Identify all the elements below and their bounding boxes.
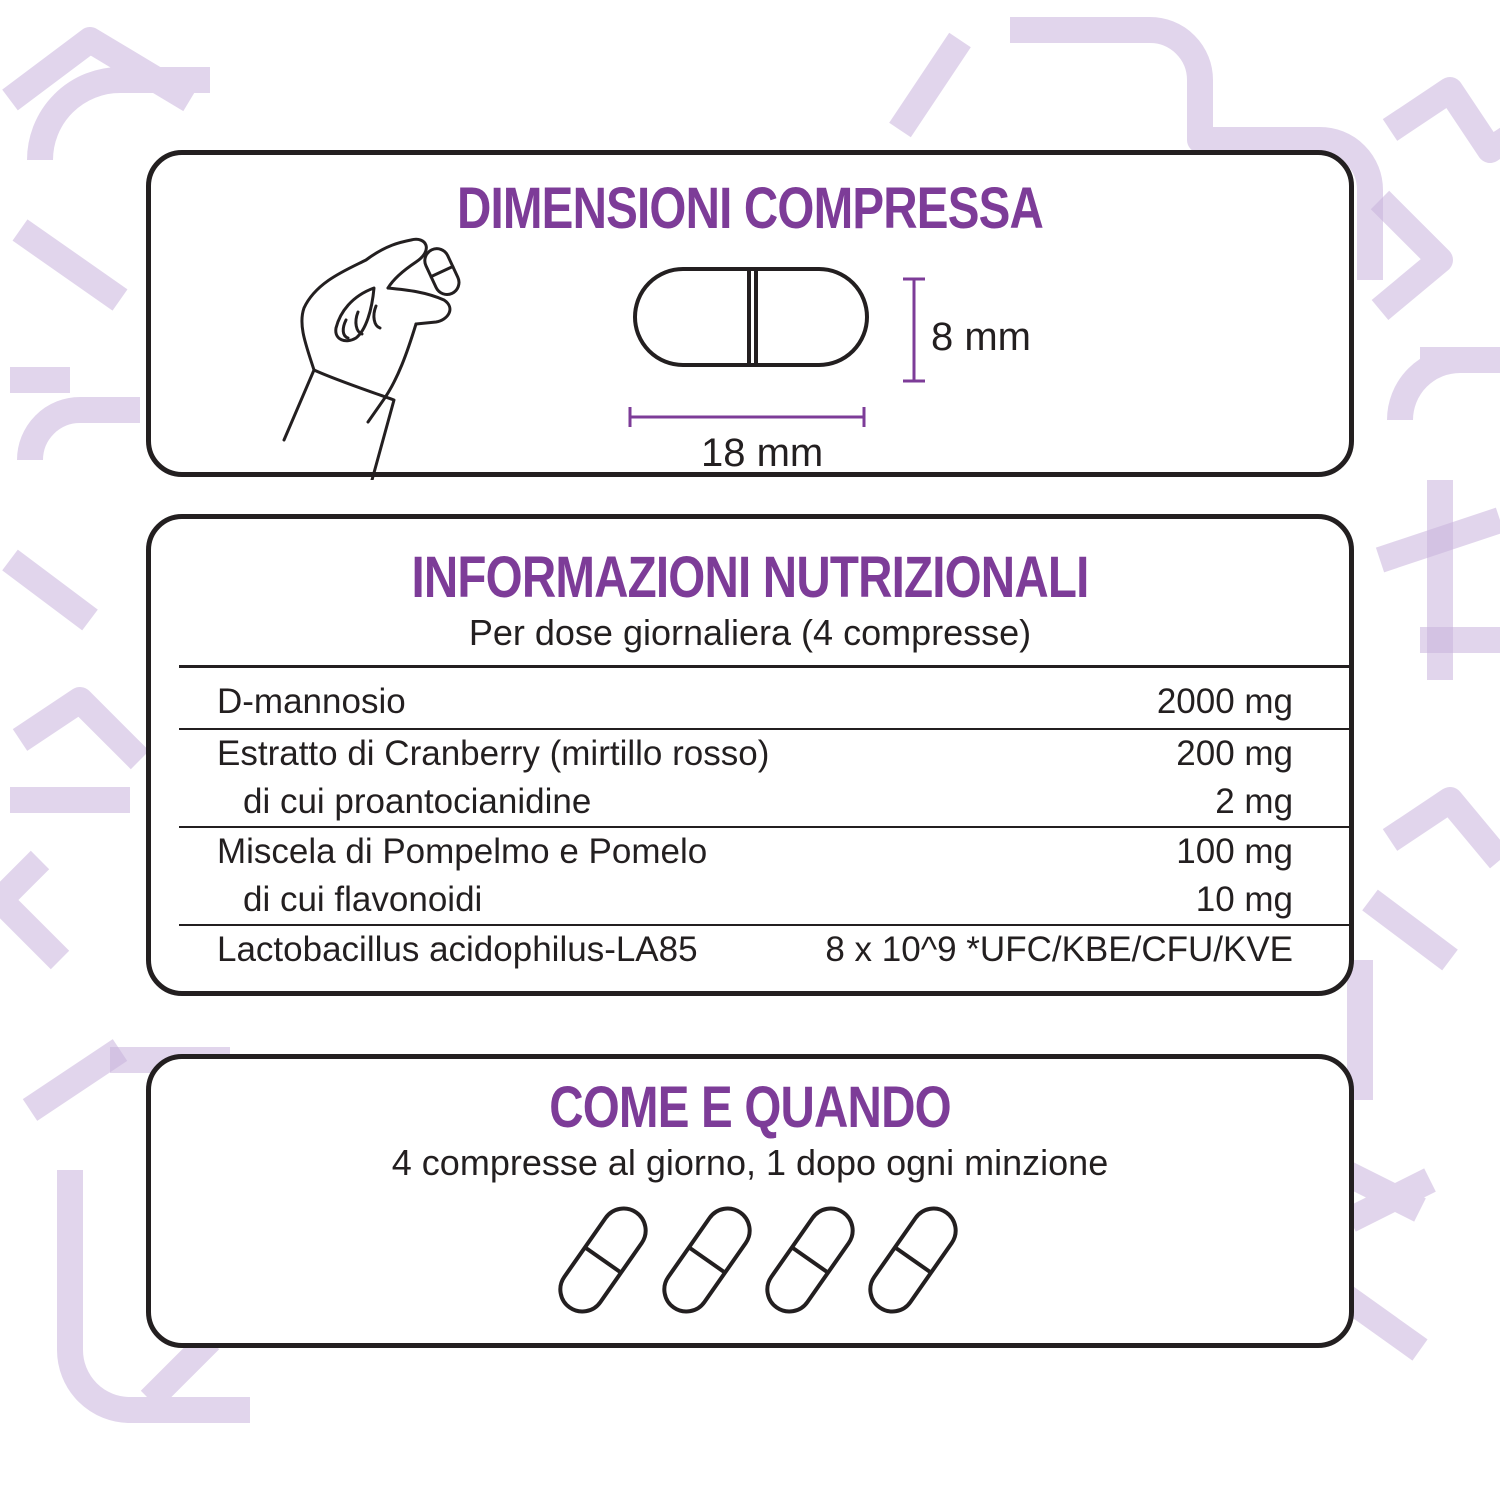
width-dimension-marker [627, 405, 867, 429]
table-row [179, 827, 1349, 876]
four-tablets-icon [547, 1197, 967, 1323]
ingredient-value: 8 x 10^9 *UFC/KBE/CFU/KVE [825, 925, 1349, 974]
height-label: 8 mm [931, 315, 1031, 359]
height-dimension-marker [899, 277, 929, 383]
ingredient-name: di cui proantocianidine [243, 782, 592, 821]
width-label: 18 mm [701, 431, 824, 475]
usage-subtitle: 4 compresse al giorno, 1 dopo ogni minzione [391, 1142, 1109, 1183]
nutrition-info-card [146, 514, 1354, 996]
ingredient-name: di cui flavonoidi [243, 880, 483, 919]
ingredient-value: 10 mg [1195, 880, 1294, 919]
ingredient-name: Miscela di Pompelmo e Pomelo [179, 827, 825, 876]
ingredient-value: 2000 mg [825, 667, 1349, 729]
usage-card [146, 1054, 1354, 1348]
table-row [179, 876, 1349, 925]
ingredient-value: 2 mg [1215, 782, 1294, 821]
ingredient-name: Estratto di Cranberry (mirtillo rosso) [179, 729, 825, 778]
table-row [179, 778, 1349, 827]
table-row [179, 667, 1349, 729]
usage-title: COME E QUANDO [549, 1075, 951, 1140]
ingredient-value: 100 mg [825, 827, 1349, 876]
nutrition-subtitle: Per dose giornaliera (4 compresse) [468, 612, 1032, 653]
tablet-dimensions-card [146, 150, 1354, 477]
table-row [179, 729, 1349, 778]
ingredient-value: 200 mg [825, 729, 1349, 778]
nutrition-title: INFORMAZIONI NUTRIZIONALI [411, 545, 1089, 610]
ingredient-name: Lactobacillus acidophilus-LA85 [179, 925, 825, 974]
tablet-side-view-icon [631, 265, 871, 369]
table-row [179, 925, 1349, 974]
hand-holding-tablet-icon [276, 230, 506, 480]
ingredient-name: D-mannosio [179, 667, 825, 729]
dimensions-title: DIMENSIONI COMPRESSA [456, 176, 1044, 241]
nutrition-table [179, 665, 1349, 974]
